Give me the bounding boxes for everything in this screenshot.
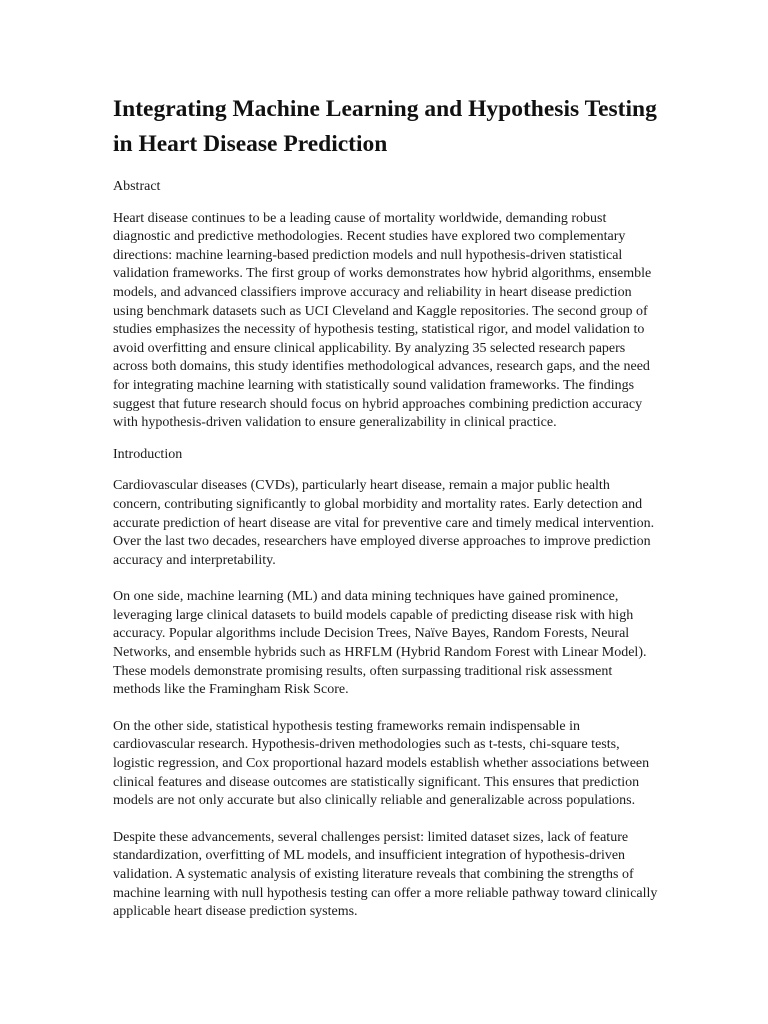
document-title: Integrating Machine Learning and Hypothesis Testing in Heart Disease Prediction (113, 96, 657, 157)
introduction-heading: Introduction (113, 446, 183, 462)
document-page (113, 92, 658, 935)
introduction-paragraph-4: Despite these advancements, several challenges persist: limited dataset sizes, lack of feature standardization, overfitting of ML models, and insufficient integration of hypothesis-driven validation. A systematic analysis of existing literature reveals that combining the strengths of machine learning with null hypothesis testing can offer a more reliable pathway toward clinically applicable heart disease prediction systems. (113, 829, 658, 920)
abstract-heading: Abstract (113, 179, 161, 194)
abstract-paragraph: Heart disease continues to be a leading cause of mortality worldwide, demanding robust diagnostic and predictive methodologies. Recent studies have explored two complementary directions: machine learning-based prediction models and null hypothesis-driven statistical validation frameworks. The first group of works demonstrates how hybrid algorithms, ensemble models, and advanced classifiers improve accuracy and reliability in heart disease prediction using benchmark datasets such as UCI Cleveland and Kaggle repositories. The second group of studies emphasizes the necessity of hypothesis testing, statistical rigor, and model validation to avoid overfitting and ensure clinical applicability. By analyzing 35 selected research papers across both domains, this study identifies methodological advances, research gaps, and the need for integrating machine learning with statistically sound validation frameworks. The findings suggest that future research should focus on hybrid approaches combining prediction accuracy with hypothesis-driven validation to ensure generalizability in clinical practice. (113, 210, 652, 431)
introduction-paragraph-3: On the other side, statistical hypothesis testing frameworks remain indispensable in cardiovascular research. Hypothesis-driven methodologies such as t-tests, chi-square tests, logistic regression, and Cox proportional hazard models establish whether associations between clinical features and disease outcomes are statistically significant. This ensures that prediction models are not only accurate but also clinically reliable and generalizable across populations. (113, 718, 650, 809)
introduction-paragraph-2: On one side, machine learning (ML) and data mining techniques have gained prominence, leveraging large clinical datasets to build models capable of predicting disease risk with high accuracy. Popular algorithms include Decision Trees, Naïve Bayes, Random Forests, Neural Networks, and ensemble hybrids such as HRFLM (Hybrid Random Forest with Linear Model). These models demonstrate promising results, often surpassing traditional risk assessment methods like the Framingham Risk Score. (113, 589, 647, 698)
introduction-paragraph-1: Cardiovascular diseases (CVDs), particularly heart disease, remain a major public health concern, contributing significantly to global morbidity and mortality rates. Early detection and accurate prediction of heart disease are vital for preventive care and timely medical intervention. Over the last two decades, researchers have employed diverse approaches to improve prediction accuracy and interpretability. (113, 478, 655, 568)
